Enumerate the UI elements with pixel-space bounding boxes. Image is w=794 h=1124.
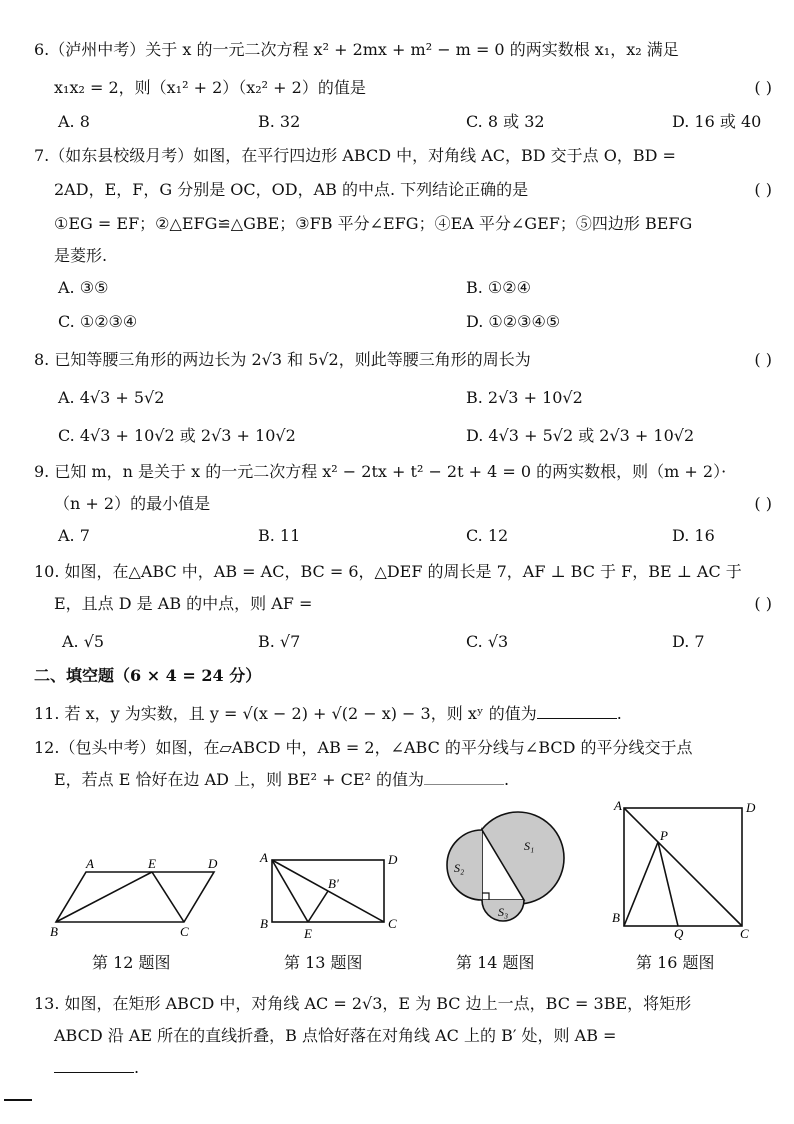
q11-answer-blank[interactable] <box>537 704 617 719</box>
fig16-label-q: Q <box>674 926 684 940</box>
figure-12-caption: 第 12 题图 <box>92 953 171 972</box>
fig13-label-c: C <box>388 916 397 931</box>
q7-option-c: C. ①②③④ <box>58 312 138 331</box>
q7-answer-paren: ( ) <box>754 180 772 199</box>
q10-option-b: B. √7 <box>258 632 301 651</box>
fig16-label-c: C <box>740 926 749 940</box>
q12-line2: E，若点 E 恰好在边 AD 上，则 BE² + CE² 的值为 <box>54 770 425 789</box>
q8-option-a: A. 4√3 + 5√2 <box>58 388 165 407</box>
q6-line1: 6.（泸州中考）关于 x 的一元二次方程 x² + 2mx + m² − m = 0 的两实数根 x₁，x₂ 满足 <box>34 40 679 59</box>
q12-line2-wrap <box>54 770 509 790</box>
q8-option-d: D. 4√3 + 5√2 或 2√3 + 10√2 <box>466 426 695 445</box>
q10-answer-paren: ( ) <box>754 594 772 613</box>
q12-answer-blank[interactable] <box>424 770 504 785</box>
q7-line1: 7.（如东县校级月考）如图，在平行四边形 ABCD 中，对角线 AC，BD 交于点 O，BD = <box>34 146 676 165</box>
fig16-label-b: B <box>612 910 620 925</box>
fig16-label-p: P <box>660 828 668 843</box>
fig12-label-e: E <box>148 856 156 871</box>
fig13-label-bprime: B′ <box>328 876 339 891</box>
fig16-label-d: D <box>746 800 756 815</box>
q13-end: . <box>134 1058 140 1077</box>
page-footer-rule <box>4 1099 32 1101</box>
q6-answer-paren: ( ) <box>754 78 772 97</box>
fig12-label-b: B <box>50 924 58 939</box>
q10-option-c: C. √3 <box>466 632 509 651</box>
q9-line1: 9. 已知 m，n 是关于 x 的一元二次方程 x² − 2tx + t² − 2t + 4 = 0 的两实数根，则（m + 2）· <box>34 462 727 481</box>
figure-16-caption: 第 16 题图 <box>636 953 715 972</box>
figure-13 <box>256 848 406 940</box>
q6-option-b: B. 32 <box>258 112 301 131</box>
q7-line2: 2AD，E，F，G 分别是 OC，OD，AB 的中点. 下列结论正确的是 <box>54 180 529 199</box>
q12-end: . <box>504 770 510 789</box>
fig14-label-s3: S₃ <box>498 905 509 919</box>
q6-line2: x₁x₂ = 2，则（x₁² + 2）（x₂² + 2）的值是 <box>54 78 366 97</box>
q7-option-b: B. ①②④ <box>466 278 531 297</box>
q10-line1: 10. 如图，在△ABC 中，AB = AC，BC = 6，△DEF 的周长是 7，AF ⊥ BC 于 F，BE ⊥ AC 于 <box>34 562 742 581</box>
fig16-label-a: A <box>614 798 622 813</box>
figure-14-caption: 第 14 题图 <box>456 953 535 972</box>
q9-option-b: B. 11 <box>258 526 301 545</box>
fig14-label-s2: S₂ <box>454 861 465 875</box>
q7-line4: 是菱形. <box>54 246 108 265</box>
q10-option-d: D. 7 <box>672 632 705 651</box>
figure-14 <box>434 800 584 948</box>
q11-text: 11. 若 x，y 为实数，且 y = √(x − 2) + √(2 − x) − 3，则 xʸ 的值为 <box>34 704 537 723</box>
q8-line1: 8. 已知等腰三角形的两边长为 2√3 和 5√2，则此等腰三角形的周长为 <box>34 350 531 369</box>
q8-option-b: B. 2√3 + 10√2 <box>466 388 583 407</box>
q9-answer-paren: ( ) <box>754 494 772 513</box>
q7-line3: ①EG = EF；②△EFG≌△GBE；③FB 平分∠EFG；④EA 平分∠GEF；⑤四边形 BEFG <box>54 214 693 233</box>
q7-option-d: D. ①②③④⑤ <box>466 312 561 331</box>
q13-line3-wrap <box>54 1058 139 1078</box>
fig13-label-a: A <box>260 850 268 865</box>
fig12-label-a: A <box>86 856 94 871</box>
q13-line2: ABCD 沿 AE 所在的直线折叠，B 点恰好落在对角线 AC 上的 B′ 处，则 AB = <box>54 1026 617 1045</box>
q9-line2: （n + 2）的最小值是 <box>54 494 211 513</box>
fig14-label-s1: S₁ <box>524 839 535 853</box>
q10-option-a: A. √5 <box>62 632 105 651</box>
q8-option-c: C. 4√3 + 10√2 或 2√3 + 10√2 <box>58 426 296 445</box>
q11-end: . <box>616 704 622 723</box>
figure-16 <box>606 796 756 940</box>
q13-line1: 13. 如图，在矩形 ABCD 中，对角线 AC = 2√3，E 为 BC 边上一点，BC = 3BE，将矩形 <box>34 994 692 1013</box>
q9-option-a: A. 7 <box>58 526 90 545</box>
q9-option-c: C. 12 <box>466 526 509 545</box>
fig13-label-e: E <box>304 926 312 940</box>
fig13-label-d: D <box>388 852 398 867</box>
section-fill-in-heading: 二、填空题（6 × 4 = 24 分） <box>34 666 262 685</box>
q13-answer-blank[interactable] <box>54 1058 134 1073</box>
q6-option-c: C. 8 或 32 <box>466 112 545 131</box>
q6-option-a: A. 8 <box>58 112 90 131</box>
q7-option-a: A. ③⑤ <box>58 278 109 297</box>
figure-12 <box>48 852 234 942</box>
fig12-label-c: C <box>180 924 189 939</box>
q12-line1: 12.（包头中考）如图，在▱ABCD 中，AB = 2，∠ABC 的平分线与∠BCD 的平分线交于点 <box>34 738 693 757</box>
fig13-label-b: B <box>260 916 268 931</box>
q6-option-d: D. 16 或 40 <box>672 112 762 131</box>
q8-answer-paren: ( ) <box>754 350 772 369</box>
q11-line <box>34 704 622 724</box>
fig12-label-d: D <box>208 856 218 871</box>
figure-13-caption: 第 13 题图 <box>284 953 363 972</box>
q10-line2: E，且点 D 是 AB 的中点，则 AF = <box>54 594 313 613</box>
q9-option-d: D. 16 <box>672 526 715 545</box>
